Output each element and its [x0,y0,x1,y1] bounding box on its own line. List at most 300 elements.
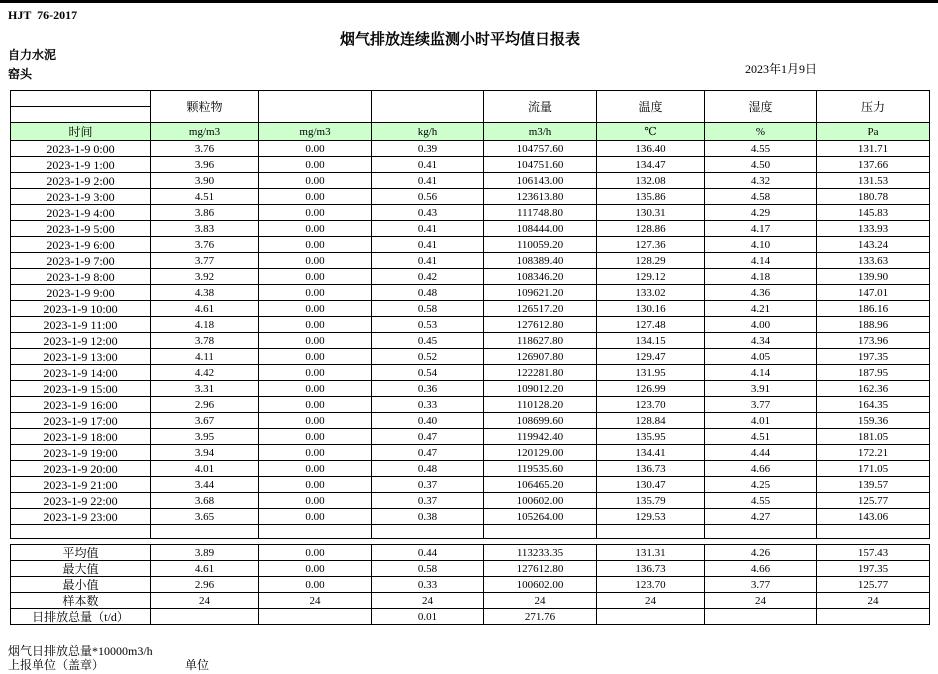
value-cell: 4.50 [705,157,817,173]
value-cell: 0.58 [372,301,484,317]
value-cell: 0.53 [372,317,484,333]
value-cell: 127612.80 [484,561,597,577]
header-units-row [11,123,930,141]
row-label-cell: 最大值 [11,561,151,577]
value-cell: 0.00 [259,445,372,461]
unit-celsius: ℃ [597,123,705,141]
row-label-cell: 2023-1-9 4:00 [11,205,151,221]
value-cell: 0.00 [259,253,372,269]
value-cell: 0.00 [259,141,372,157]
row-label-cell: 2023-1-9 2:00 [11,173,151,189]
value-cell: 136.40 [597,141,705,157]
value-cell: 0.39 [372,141,484,157]
value-cell: 143.24 [817,237,930,253]
value-cell: 110128.20 [484,397,597,413]
value-cell: 131.31 [597,545,705,561]
value-cell: 3.90 [151,173,259,189]
row-label-cell: 2023-1-9 19:00 [11,445,151,461]
row-label-cell: 样本数 [11,593,151,609]
value-cell: 3.94 [151,445,259,461]
value-cell: 24 [597,593,705,609]
value-cell: 0.48 [372,285,484,301]
value-cell: 4.66 [705,561,817,577]
value-cell: 0.41 [372,237,484,253]
row-label-cell: 2023-1-9 8:00 [11,269,151,285]
value-cell: 4.36 [705,285,817,301]
value-cell: 132.08 [597,173,705,189]
hourly-row [11,317,930,333]
row-label-cell: 2023-1-9 7:00 [11,253,151,269]
value-cell: 143.06 [817,509,930,525]
unit-label: 单位 [185,658,210,672]
value-cell: 4.61 [151,301,259,317]
value-cell: 0.00 [259,545,372,561]
report-date: 2023年1月9日 [745,62,818,76]
value-cell: 3.77 [705,577,817,593]
value-cell: 0.00 [259,221,372,237]
value-cell: 0.00 [259,189,372,205]
value-cell: 120129.00 [484,445,597,461]
row-label-cell: 平均值 [11,545,151,561]
value-cell: 108699.60 [484,413,597,429]
value-cell: 3.92 [151,269,259,285]
value-cell: 130.16 [597,301,705,317]
value-cell [597,609,705,625]
value-cell: 128.84 [597,413,705,429]
value-cell: 4.51 [151,189,259,205]
value-cell: 4.32 [705,173,817,189]
value-cell: 4.17 [705,221,817,237]
value-cell: 187.95 [817,365,930,381]
value-cell: 0.52 [372,349,484,365]
row-label-cell: 2023-1-9 1:00 [11,157,151,173]
value-cell: 136.73 [597,561,705,577]
value-cell: 157.43 [817,545,930,561]
flow-total-note: 烟气日排放总量*10000m3/h [8,644,153,658]
value-cell: 3.78 [151,333,259,349]
value-cell: 3.86 [151,205,259,221]
hourly-row [11,397,930,413]
value-cell: 3.44 [151,477,259,493]
value-cell: 0.00 [259,397,372,413]
value-cell: 0.40 [372,413,484,429]
value-cell: 109012.20 [484,381,597,397]
value-cell: 3.67 [151,413,259,429]
value-cell: 0.00 [259,429,372,445]
header-temperature: 温度 [597,91,705,123]
value-cell: 118627.80 [484,333,597,349]
hourly-row [11,285,930,301]
value-cell: 0.44 [372,545,484,561]
row-label-cell: 2023-1-9 5:00 [11,221,151,237]
row-label-cell: 2023-1-9 0:00 [11,141,151,157]
value-cell: 119942.40 [484,429,597,445]
hourly-row [11,253,930,269]
page-title: 烟气排放连续监测小时平均值日报表 [339,32,580,48]
header-corner-top-cell [11,91,151,107]
value-cell [817,609,930,625]
empty-cell [372,525,484,539]
value-cell: 0.00 [259,157,372,173]
value-cell: 0.00 [259,269,372,285]
value-cell: 4.05 [705,349,817,365]
value-cell [259,609,372,625]
value-cell: 0.47 [372,429,484,445]
hourly-row [11,141,930,157]
value-cell: 4.38 [151,285,259,301]
value-cell: 100602.00 [484,577,597,593]
value-cell: 0.33 [372,577,484,593]
value-cell: 0.37 [372,493,484,509]
value-cell: 129.47 [597,349,705,365]
row-label-cell: 2023-1-9 10:00 [11,301,151,317]
top-border [0,0,938,3]
value-cell: 134.47 [597,157,705,173]
value-cell: 126907.80 [484,349,597,365]
value-cell: 271.76 [484,609,597,625]
empty-cell [259,525,372,539]
standard-code: HJT 76-2017 [8,8,78,22]
value-cell: 128.29 [597,253,705,269]
value-cell: 3.89 [151,545,259,561]
value-cell: 128.86 [597,221,705,237]
row-label-cell: 2023-1-9 6:00 [11,237,151,253]
value-cell: 104751.60 [484,157,597,173]
value-cell [705,609,817,625]
report-unit-label: 上报单位（盖章） [8,658,105,672]
value-cell: 2.96 [151,397,259,413]
row-label-cell: 2023-1-9 15:00 [11,381,151,397]
value-cell: 4.14 [705,365,817,381]
header-blank-1 [259,91,372,123]
value-cell: 139.57 [817,477,930,493]
hourly-row [11,461,930,477]
value-cell [151,609,259,625]
value-cell: 0.00 [259,493,372,509]
header-humidity: 湿度 [705,91,817,123]
value-cell: 135.79 [597,493,705,509]
value-cell: 0.45 [372,333,484,349]
value-cell: 24 [817,593,930,609]
value-cell: 0.41 [372,221,484,237]
value-cell: 0.00 [259,381,372,397]
header-particulate: 颗粒物 [151,91,259,123]
value-cell: 4.21 [705,301,817,317]
value-cell: 105264.00 [484,509,597,525]
header-group-row [11,91,930,107]
unit-mgm3-1: mg/m3 [151,123,259,141]
value-cell: 3.31 [151,381,259,397]
hourly-row [11,509,930,525]
value-cell: 3.76 [151,141,259,157]
header-flow: 流量 [484,91,597,123]
station-name: 窑头 [8,67,33,81]
hourly-row [11,381,930,397]
unit-m3h: m3/h [484,123,597,141]
value-cell: 113233.35 [484,545,597,561]
value-cell: 104757.60 [484,141,597,157]
value-cell: 106143.00 [484,173,597,189]
value-cell: 4.58 [705,189,817,205]
value-cell: 4.18 [705,269,817,285]
value-cell: 3.95 [151,429,259,445]
value-cell: 172.21 [817,445,930,461]
hourly-row [11,429,930,445]
summary-table [10,544,930,625]
summary-row [11,577,930,593]
empty-cell [11,525,151,539]
row-label-cell: 2023-1-9 3:00 [11,189,151,205]
value-cell: 0.33 [372,397,484,413]
value-cell: 0.00 [259,301,372,317]
empty-cell [817,525,930,539]
empty-cell [597,525,705,539]
value-cell: 0.41 [372,253,484,269]
header-pressure: 压力 [817,91,930,123]
header-blank-2 [372,91,484,123]
value-cell: 119535.60 [484,461,597,477]
value-cell: 147.01 [817,285,930,301]
summary-row [11,609,930,625]
value-cell: 133.93 [817,221,930,237]
report-tables [10,90,929,625]
value-cell: 4.01 [705,413,817,429]
value-cell: 129.53 [597,509,705,525]
value-cell: 131.71 [817,141,930,157]
row-label-cell: 2023-1-9 17:00 [11,413,151,429]
row-label-cell: 2023-1-9 13:00 [11,349,151,365]
value-cell: 4.29 [705,205,817,221]
hourly-row [11,493,930,509]
hourly-table [10,90,930,539]
row-label-cell: 2023-1-9 9:00 [11,285,151,301]
hourly-row [11,157,930,173]
value-cell: 0.41 [372,173,484,189]
value-cell: 4.01 [151,461,259,477]
value-cell: 4.11 [151,349,259,365]
value-cell: 135.95 [597,429,705,445]
value-cell: 109621.20 [484,285,597,301]
row-label-cell: 最小值 [11,577,151,593]
hourly-row [11,221,930,237]
hourly-row [11,269,930,285]
value-cell: 127612.80 [484,317,597,333]
value-cell: 4.18 [151,317,259,333]
hourly-row [11,349,930,365]
value-cell: 4.55 [705,493,817,509]
value-cell: 0.48 [372,461,484,477]
value-cell: 0.00 [259,237,372,253]
value-cell: 139.90 [817,269,930,285]
value-cell: 0.01 [372,609,484,625]
value-cell: 188.96 [817,317,930,333]
value-cell: 145.83 [817,205,930,221]
value-cell: 134.41 [597,445,705,461]
header-time: 时间 [11,123,151,141]
value-cell: 4.10 [705,237,817,253]
value-cell: 24 [259,593,372,609]
value-cell: 108444.00 [484,221,597,237]
value-cell: 4.66 [705,461,817,477]
value-cell: 24 [151,593,259,609]
value-cell: 2.96 [151,577,259,593]
value-cell: 3.77 [151,253,259,269]
value-cell: 134.15 [597,333,705,349]
value-cell: 3.77 [705,397,817,413]
row-label-cell: 日排放总量（t/d） [11,609,151,625]
value-cell: 0.47 [372,445,484,461]
hourly-row [11,173,930,189]
value-cell: 126517.20 [484,301,597,317]
empty-cell [151,525,259,539]
summary-row [11,561,930,577]
row-label-cell: 2023-1-9 16:00 [11,397,151,413]
empty-row [11,525,930,539]
value-cell: 136.73 [597,461,705,477]
hourly-row [11,189,930,205]
value-cell: 0.58 [372,561,484,577]
unit-mgm3-2: mg/m3 [259,123,372,141]
value-cell: 0.00 [259,577,372,593]
value-cell: 4.42 [151,365,259,381]
value-cell: 4.61 [151,561,259,577]
value-cell: 111748.80 [484,205,597,221]
value-cell: 4.00 [705,317,817,333]
value-cell: 3.65 [151,509,259,525]
row-label-cell: 2023-1-9 14:00 [11,365,151,381]
value-cell: 125.77 [817,493,930,509]
value-cell: 129.12 [597,269,705,285]
value-cell: 123613.80 [484,189,597,205]
hourly-row [11,445,930,461]
value-cell: 173.96 [817,333,930,349]
unit-kgh: kg/h [372,123,484,141]
header-corner-bottom-cell [11,107,151,123]
value-cell: 0.37 [372,477,484,493]
row-label-cell: 2023-1-9 18:00 [11,429,151,445]
value-cell: 3.83 [151,221,259,237]
value-cell: 164.35 [817,397,930,413]
value-cell: 0.36 [372,381,484,397]
value-cell: 24 [484,593,597,609]
row-label-cell: 2023-1-9 22:00 [11,493,151,509]
value-cell: 4.51 [705,429,817,445]
row-label-cell: 2023-1-9 21:00 [11,477,151,493]
value-cell: 131.53 [817,173,930,189]
value-cell: 4.27 [705,509,817,525]
hourly-row [11,365,930,381]
value-cell: 137.66 [817,157,930,173]
value-cell: 4.55 [705,141,817,157]
summary-row [11,593,930,609]
value-cell: 0.42 [372,269,484,285]
row-label-cell: 2023-1-9 12:00 [11,333,151,349]
value-cell: 171.05 [817,461,930,477]
hourly-row [11,413,930,429]
value-cell: 0.00 [259,477,372,493]
value-cell: 0.54 [372,365,484,381]
value-cell: 108389.40 [484,253,597,269]
value-cell: 133.02 [597,285,705,301]
value-cell: 0.00 [259,317,372,333]
hourly-row [11,237,930,253]
value-cell: 0.00 [259,413,372,429]
value-cell: 162.36 [817,381,930,397]
value-cell: 0.38 [372,509,484,525]
value-cell: 180.78 [817,189,930,205]
value-cell: 110059.20 [484,237,597,253]
value-cell: 100602.00 [484,493,597,509]
value-cell: 130.47 [597,477,705,493]
value-cell: 197.35 [817,561,930,577]
empty-cell [705,525,817,539]
value-cell: 4.44 [705,445,817,461]
unit-percent: % [705,123,817,141]
value-cell: 126.99 [597,381,705,397]
value-cell: 3.68 [151,493,259,509]
value-cell: 133.63 [817,253,930,269]
value-cell: 122281.80 [484,365,597,381]
value-cell: 0.00 [259,333,372,349]
value-cell: 0.00 [259,365,372,381]
value-cell: 123.70 [597,577,705,593]
value-cell: 106465.20 [484,477,597,493]
value-cell: 131.95 [597,365,705,381]
empty-cell [484,525,597,539]
value-cell: 127.48 [597,317,705,333]
summary-row [11,545,930,561]
value-cell: 186.16 [817,301,930,317]
value-cell: 4.25 [705,477,817,493]
value-cell: 0.00 [259,285,372,301]
row-label-cell: 2023-1-9 20:00 [11,461,151,477]
value-cell: 135.86 [597,189,705,205]
value-cell: 159.36 [817,413,930,429]
value-cell: 0.00 [259,461,372,477]
value-cell: 197.35 [817,349,930,365]
value-cell: 3.91 [705,381,817,397]
value-cell: 108346.20 [484,269,597,285]
row-label-cell: 2023-1-9 23:00 [11,509,151,525]
value-cell: 0.00 [259,205,372,221]
value-cell: 130.31 [597,205,705,221]
company-name: 自力水泥 [8,48,57,62]
value-cell: 0.00 [259,561,372,577]
hourly-row [11,477,930,493]
value-cell: 0.00 [259,349,372,365]
value-cell: 24 [705,593,817,609]
value-cell: 4.14 [705,253,817,269]
value-cell: 4.26 [705,545,817,561]
unit-pa: Pa [817,123,930,141]
row-label-cell: 2023-1-9 11:00 [11,317,151,333]
value-cell: 24 [372,593,484,609]
value-cell: 3.76 [151,237,259,253]
value-cell: 127.36 [597,237,705,253]
hourly-row [11,333,930,349]
value-cell: 181.05 [817,429,930,445]
value-cell: 4.34 [705,333,817,349]
value-cell: 3.96 [151,157,259,173]
value-cell: 0.56 [372,189,484,205]
value-cell: 0.00 [259,173,372,189]
value-cell: 0.00 [259,509,372,525]
value-cell: 0.43 [372,205,484,221]
value-cell: 123.70 [597,397,705,413]
value-cell: 0.41 [372,157,484,173]
hourly-row [11,205,930,221]
hourly-row [11,301,930,317]
